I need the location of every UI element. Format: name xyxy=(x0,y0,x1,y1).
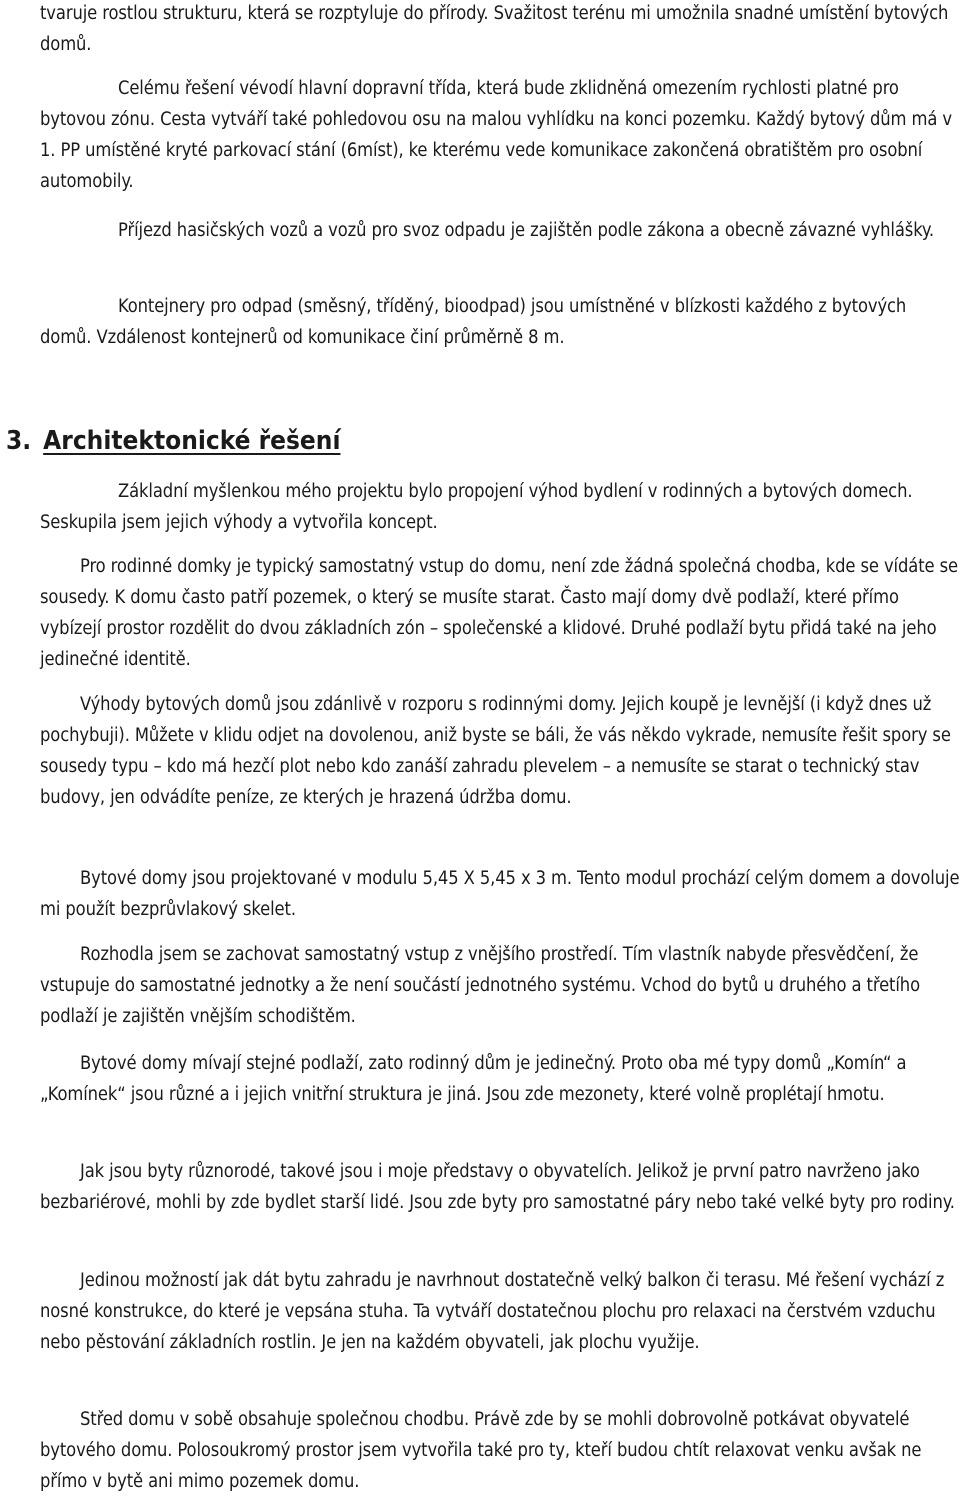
paragraph-containers: Kontejnery pro odpad (směsný, tříděný, bioodpad) jsou umístněné v blízkosti každého z bytových domů. Vzdálenost kontejnerů od komunikace činí průměrně 8 m. xyxy=(40,296,907,348)
section-title: Architektonické řešení xyxy=(43,426,341,456)
paragraph-module: Bytové domy jsou projektované v modulu 5,45 X 5,45 x 3 m. Tento modul prochází celým domem a dovoluje mi použít bezprůvlakový skelet. xyxy=(40,868,960,920)
paragraph-terrain: tvaruje rostlou strukturu, která se rozptyluje do přírody. Svažitost terénu mi umožnila snadné umístění bytových domů. xyxy=(40,3,949,55)
paragraph-separate-entrance: Rozhodla jsem se zachovat samostatný vstup z vnějšího prostředí. Tím vlastník nabyde přesvědčení, že vstupuje do samostatné jednotky a že není součástí jednotného systému. Vchod do bytů u druhého a třetího podlaží je zajištěn vnějším schodištěm. xyxy=(40,944,920,1027)
paragraph-balcony: Jedinou možností jak dát bytu zahradu je navrhnout dostatečně velký balkon či terasu. Mé řešení vychází z nosné konstrukce, do které je vepsána stuha. Ta vytváří dostatečnou plochu pro relaxaci na čerstvém vzduchu nebo pěstování základních rostlin. Je jen na každém obyvateli, jak plochu využije. xyxy=(40,1270,945,1353)
paragraph-family-houses: Pro rodinné domky je typický samostatný vstup do domu, není zde žádná společná chodba, kde se vídáte se sousedy. K domu často patří pozemek, o který se musíte starat. Často mají domy dvě podlaží, které přímo vybízejí prostor rozdělit do dvou základních zón – společenské a klidové. Druhé podlaží bytu přidá také na jeho jedinečné identitě. xyxy=(40,556,958,670)
paragraph-residents: Jak jsou byty různorodé, takové jsou i moje představy o obyvatelích. Jelikož je první patro navrženo jako bezbariérové, mohli by zde bydlet starší lidé. Jsou zde byty pro samostatné páry nebo také velké byty pro rodiny. xyxy=(40,1161,955,1213)
section-number: 3. xyxy=(6,426,32,456)
paragraph-fire-access: Příjezd hasičských vozů a vozů pro svoz odpadu je zajištěn podle zákona a obecně závazné vyhlášky. xyxy=(118,220,935,241)
paragraph-main-road: Celému řešení vévodí hlavní dopravní třída, která bude zklidněná omezením rychlosti platné pro bytovou zónu. Cesta vytváří také pohledovou osu na malou vyhlídku na konci pozemku. Každý bytový dům má v 1. PP umístěné kryté parkovací stání (6míst), ke kterému vede komunikace zakončená obratištěm pro osobní automobily. xyxy=(40,78,952,192)
paragraph-concept: Základní myšlenkou mého projektu bylo propojení výhod bydlení v rodinných a bytových domech. Seskupila jsem jejich výhody a vytvořila koncept. xyxy=(40,481,913,533)
paragraph-house-types: Bytové domy mívají stejné podlaží, zato rodinný dům je jedinečný. Proto oba mé typy domů „Komín“ a „Komínek“ jsou různé a i jejich vnitřní struktura je jiná. Jsou zde mezonety, které volně proplétají hmotu. xyxy=(40,1053,907,1105)
paragraph-apartment-advantages: Výhody bytových domů jsou zdánlivě v rozporu s rodinnými domy. Jejich koupě je levnější (i když dnes už pochybuji). Můžete v klidu odjet na dovolenou, aniž byste se báli, že vás někdo vykrade, nemusíte řešit spory se sousedy typu – kdo má hezčí plot nebo kdo zanáší zahradu plevelem – a nemusíte se starat o technický stav budovy, jen odvádíte peníze, ze kterých je hrazená údržba domu. xyxy=(40,694,951,808)
paragraph-corridor: Střed domu v sobě obsahuje společnou chodbu. Právě zde by se mohli dobrovolně potkávat obyvatelé bytového domu. Polosoukromý prostor jsem vytvořila také pro ty, kteří budou chtít relaxovat venku avšak ne přímo v bytě ani mimo pozemek domu. xyxy=(40,1409,922,1492)
section-heading xyxy=(6,424,906,458)
